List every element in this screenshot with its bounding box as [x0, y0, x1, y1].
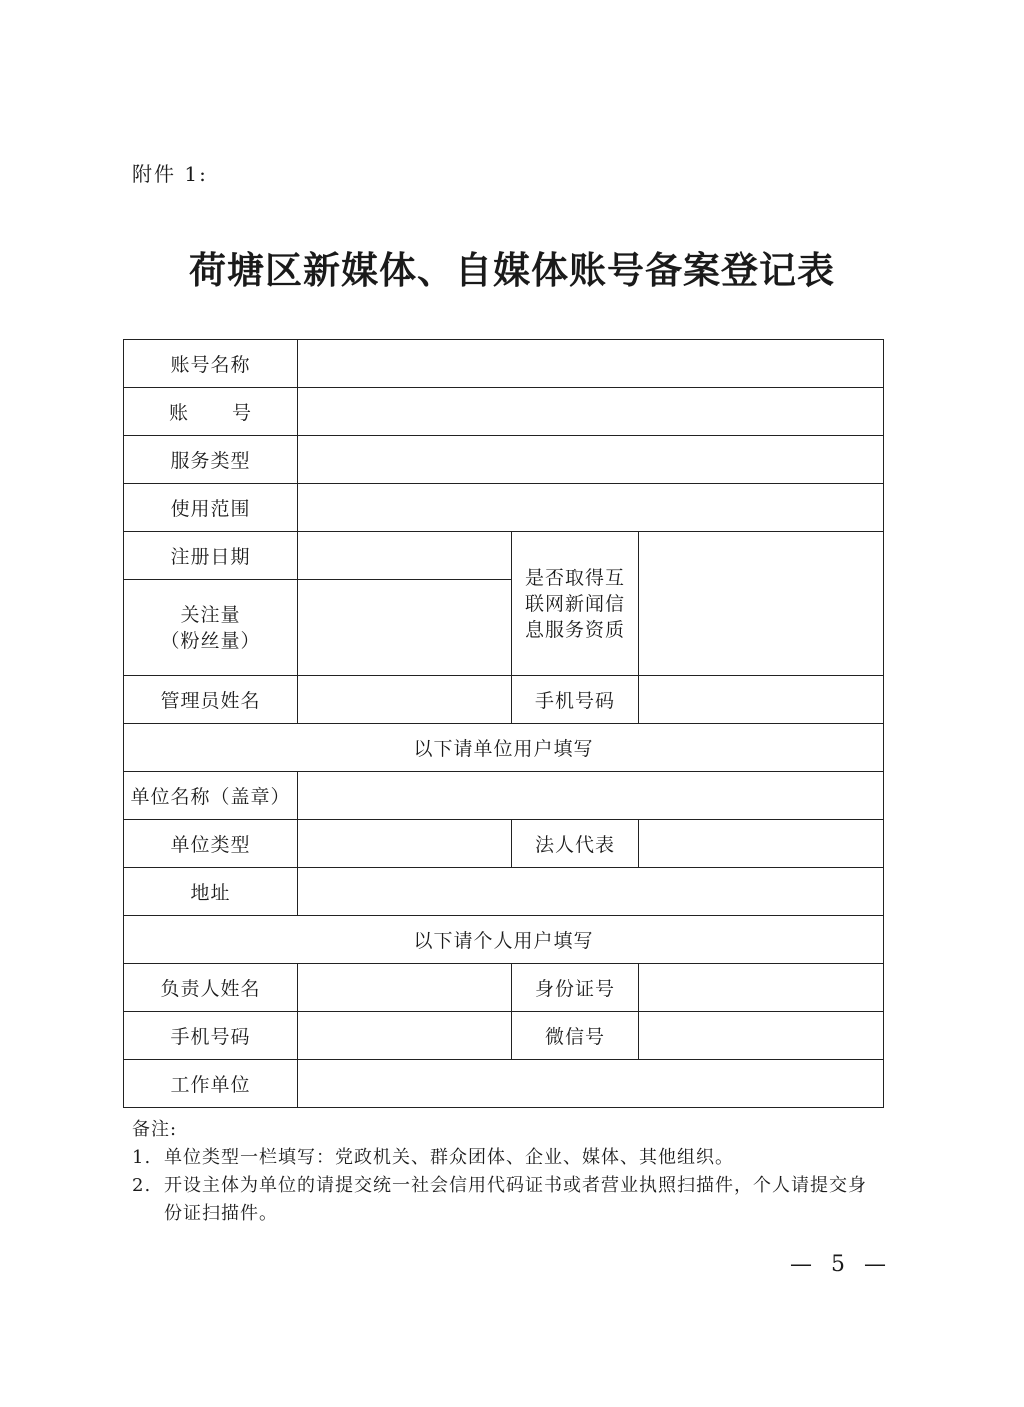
personal-section-header: 以下请个人用户填写: [124, 916, 884, 964]
qualification-line-1: 是否取得互: [524, 566, 625, 589]
service-type-field[interactable]: [298, 436, 884, 484]
phone-label: 手机号码: [512, 676, 639, 724]
page-number: — 5 —: [790, 1252, 892, 1277]
person-name-label: 负责人姓名: [124, 964, 298, 1012]
phone2-label: 手机号码: [124, 1012, 298, 1060]
qualification-line-2: 联网新闻信: [524, 592, 625, 615]
id-number-label: 身份证号: [512, 964, 639, 1012]
note-item: [132, 1144, 882, 1172]
note-text: 开设主体为单位的请提交统一社会信用代码证书或者营业执照扫描件，个人请提交身份证扫描件。: [164, 1175, 867, 1224]
followers-field[interactable]: [298, 580, 512, 676]
phone-field[interactable]: [639, 676, 884, 724]
account-field[interactable]: [298, 388, 884, 436]
admin-name-label: 管理员姓名: [124, 676, 298, 724]
wechat-field[interactable]: [639, 1012, 884, 1060]
wechat-label: 微信号: [512, 1012, 639, 1060]
usage-scope-field[interactable]: [298, 484, 884, 532]
row-unit-section: [124, 724, 884, 772]
followers-label: [124, 580, 298, 676]
row-admin: [124, 676, 884, 724]
note-item: [132, 1172, 882, 1228]
service-type-label: 服务类型: [124, 436, 298, 484]
row-personal-section: [124, 916, 884, 964]
row-unit-name: [124, 772, 884, 820]
address-label: 地址: [124, 868, 298, 916]
unit-name-field[interactable]: [298, 772, 884, 820]
row-service-type: [124, 436, 884, 484]
note-number: 2.: [132, 1175, 152, 1196]
note-text: 单位类型一栏填写：党政机关、群众团体、企业、媒体、其他组织。: [164, 1147, 734, 1168]
qualification-line-3: 息服务资质: [524, 618, 625, 641]
person-name-field[interactable]: [298, 964, 512, 1012]
followers-line-1: 关注量: [180, 603, 241, 626]
registration-form-table: [123, 339, 884, 1108]
unit-section-header: 以下请单位用户填写: [124, 724, 884, 772]
row-work-unit: [124, 1060, 884, 1108]
row-unit-type: [124, 820, 884, 868]
qualification-field[interactable]: [639, 532, 884, 676]
work-unit-field[interactable]: [298, 1060, 884, 1108]
form-title: 荷塘区新媒体、自媒体账号备案登记表: [189, 248, 835, 292]
note-number: 1.: [132, 1147, 152, 1168]
register-date-label: 注册日期: [124, 532, 298, 580]
row-address: [124, 868, 884, 916]
row-usage-scope: [124, 484, 884, 532]
account-label-text: 账 号: [168, 402, 253, 424]
account-label: [124, 388, 298, 436]
attachment-label: 附件 1:: [132, 162, 208, 186]
account-name-field[interactable]: [298, 340, 884, 388]
phone2-field[interactable]: [298, 1012, 512, 1060]
address-field[interactable]: [298, 868, 884, 916]
unit-name-label: 单位名称（盖章）: [124, 772, 298, 820]
usage-scope-label: 使用范围: [124, 484, 298, 532]
id-number-field[interactable]: [639, 964, 884, 1012]
row-account-name: [124, 340, 884, 388]
row-account: [124, 388, 884, 436]
notes-heading: 备注:: [132, 1119, 178, 1140]
row-person-name: [124, 964, 884, 1012]
admin-name-field[interactable]: [298, 676, 512, 724]
row-register-date: [124, 532, 884, 580]
legal-rep-field[interactable]: [639, 820, 884, 868]
register-date-field[interactable]: [298, 532, 512, 580]
work-unit-label: 工作单位: [124, 1060, 298, 1108]
unit-type-field[interactable]: [298, 820, 512, 868]
notes-section: [132, 1116, 882, 1228]
account-name-label: 账号名称: [124, 340, 298, 388]
row-phone2: [124, 1012, 884, 1060]
qualification-label: [512, 532, 639, 676]
unit-type-label: 单位类型: [124, 820, 298, 868]
followers-line-2: （粉丝量）: [160, 629, 261, 652]
legal-rep-label: 法人代表: [512, 820, 639, 868]
